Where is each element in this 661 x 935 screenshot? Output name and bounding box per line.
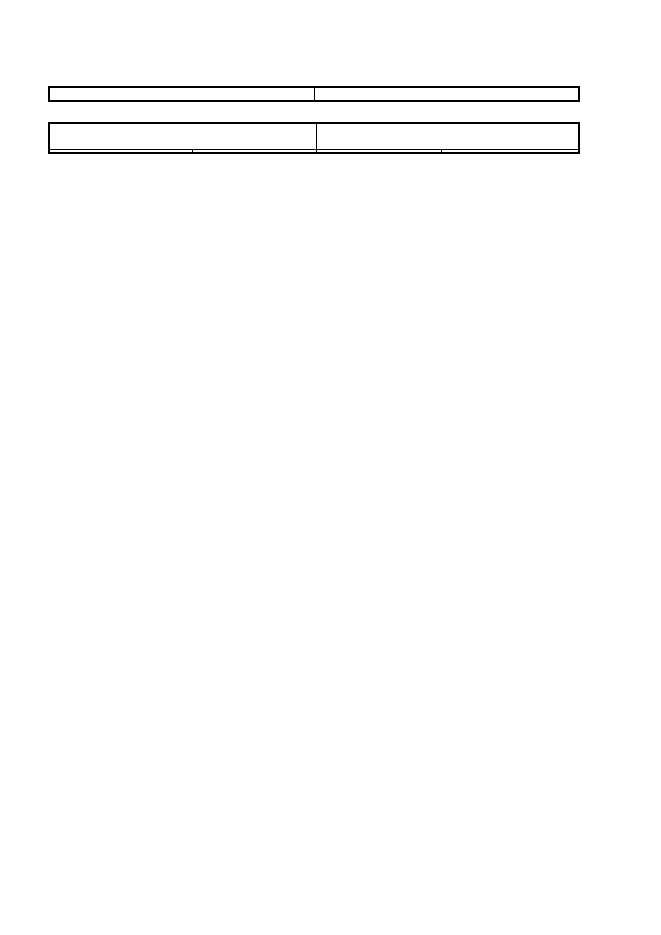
table2-header-thickness <box>49 87 314 101</box>
document-body <box>48 86 580 154</box>
impact-table <box>48 86 580 102</box>
table3-sub-norm-1 <box>192 149 317 153</box>
table3-group-nonstick <box>317 123 579 149</box>
table3-group-enamel <box>49 123 317 149</box>
table3-sub-norm-2 <box>441 149 579 153</box>
table2-header-row <box>49 87 579 101</box>
table3-subheader-row <box>49 149 579 153</box>
table3-sub-defect-1 <box>49 149 192 153</box>
table2-header-work <box>314 87 579 101</box>
defects-table <box>48 122 580 154</box>
table3-group-row <box>49 123 579 149</box>
table3-sub-defect-2 <box>317 149 442 153</box>
